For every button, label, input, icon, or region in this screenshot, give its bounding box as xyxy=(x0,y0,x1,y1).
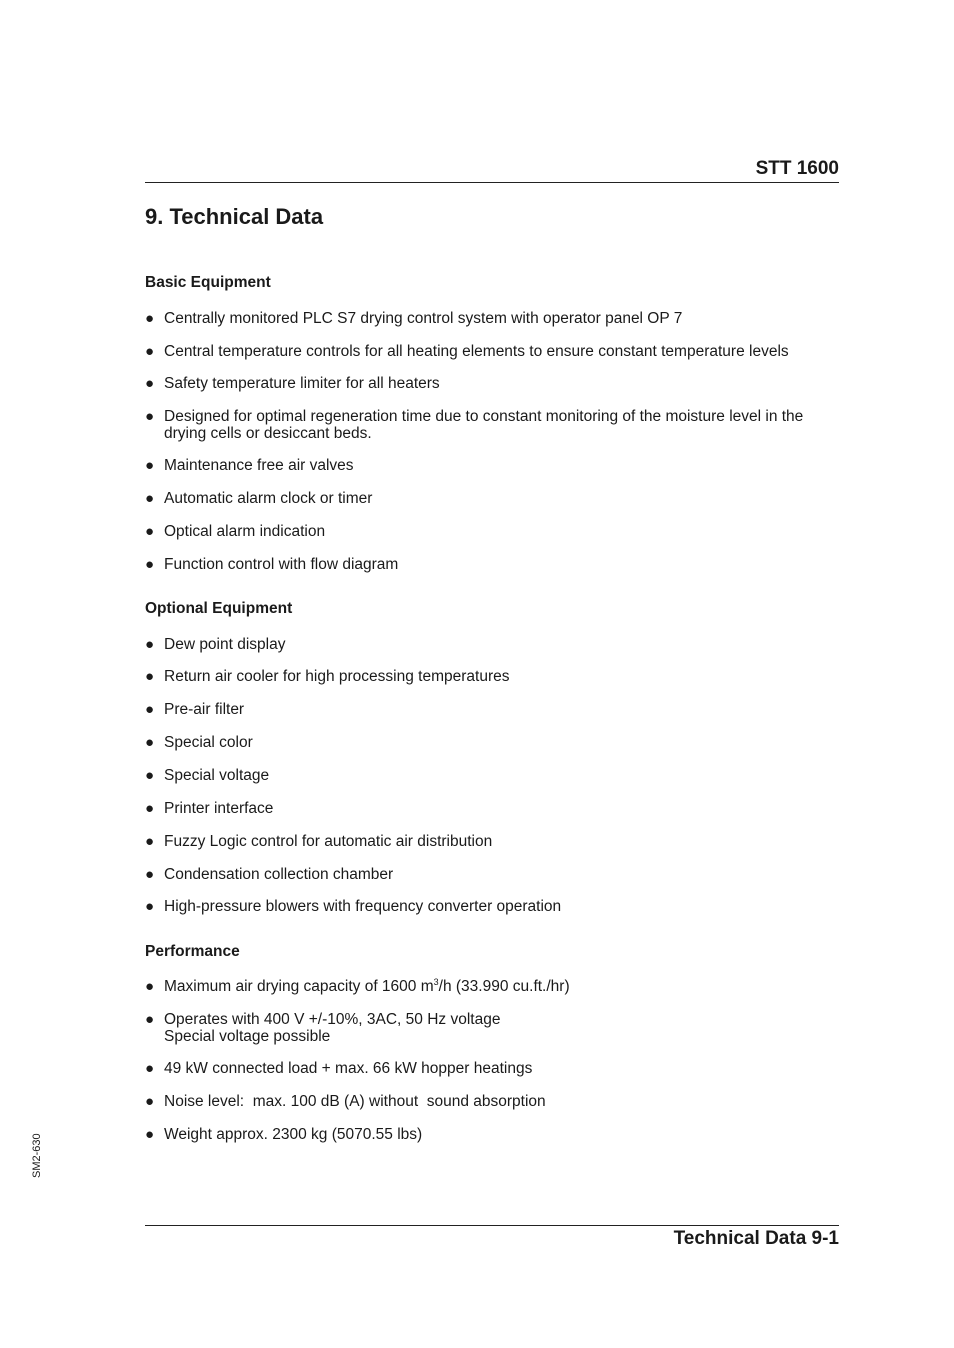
bullet-icon: ● xyxy=(145,978,155,995)
bullet-icon: ● xyxy=(145,375,155,392)
page-header xyxy=(145,158,839,183)
list-item: ● Safety temperature limiter for all heaters xyxy=(145,375,440,392)
list-item: ● Weight approx. 2300 kg (5070.55 lbs) xyxy=(145,1126,423,1143)
bullet-icon: ● xyxy=(145,701,155,718)
bullet-icon: ● xyxy=(145,1126,155,1143)
bullet-icon: ● xyxy=(145,1093,155,1110)
bullet-icon: ● xyxy=(145,833,155,850)
bullet-icon: ● xyxy=(145,767,155,784)
list-item: ● Centrally monitored PLC S7 drying control system with operator panel OP 7 xyxy=(145,310,683,327)
bullet-icon: ● xyxy=(145,1011,155,1028)
side-document-code: SM2-630 xyxy=(31,1133,43,1178)
document-code: STT 1600 xyxy=(755,158,839,179)
list-item: ● Function control with flow diagram xyxy=(145,556,399,573)
list-item: ● Condensation collection chamber xyxy=(145,866,394,883)
list-item: ● Noise level: max. 100 dB (A) without sound absorption xyxy=(145,1093,546,1110)
list-item: ● Special color xyxy=(145,734,253,751)
list-item: ● Special voltage xyxy=(145,767,270,784)
bullet-icon: ● xyxy=(145,523,155,540)
list-item: ● Operates with 400 V +/-10%, 3AC, 50 Hz voltage Special voltage possible xyxy=(145,1011,501,1045)
section-heading-basic-equipment: Basic Equipment xyxy=(145,274,271,291)
list-item: ● Optical alarm indication xyxy=(145,523,326,540)
bullet-icon: ● xyxy=(145,343,155,360)
bullet-icon: ● xyxy=(145,1060,155,1077)
bullet-icon: ● xyxy=(145,490,155,507)
bullet-icon: ● xyxy=(145,556,155,573)
bullet-icon: ● xyxy=(145,800,155,817)
bullet-icon: ● xyxy=(145,668,155,685)
list-item: ● Printer interface xyxy=(145,800,274,817)
bullet-icon: ● xyxy=(145,636,155,653)
list-item: ● 49 kW connected load + max. 66 kW hopper heatings xyxy=(145,1060,533,1077)
list-item: ● Return air cooler for high processing temperatures xyxy=(145,668,510,685)
list-item: ● Pre-air filter xyxy=(145,701,245,718)
section-heading-optional-equipment: Optional Equipment xyxy=(145,600,293,617)
bullet-icon: ● xyxy=(145,310,155,327)
bullet-icon: ● xyxy=(145,734,155,751)
bullet-icon: ● xyxy=(145,408,155,425)
bullet-icon: ● xyxy=(145,457,155,474)
list-item: ● Dew point display xyxy=(145,636,286,653)
list-item: ● High-pressure blowers with frequency converter operation xyxy=(145,898,562,915)
list-item: ● Automatic alarm clock or timer xyxy=(145,490,373,507)
list-item: ● Fuzzy Logic control for automatic air distribution xyxy=(145,833,493,850)
bullet-icon: ● xyxy=(145,866,155,883)
bullet-icon: ● xyxy=(145,898,155,915)
list-item: ● Central temperature controls for all heating elements to ensure constant temperature levels xyxy=(145,343,789,360)
footer-page-label: Technical Data 9-1 xyxy=(673,1228,839,1249)
section-heading-performance: Performance xyxy=(145,943,240,960)
page-footer xyxy=(145,1225,839,1254)
page-title: 9. Technical Data xyxy=(145,204,324,229)
list-item: ● Designed for optimal regeneration time due to constant monitoring of the moisture level in the drying cells or desiccant beds. xyxy=(145,408,804,442)
list-item: ● Maintenance free air valves xyxy=(145,457,354,474)
list-item: ● Maximum air drying capacity of 1600 $m^3/h$ (33.990 cu.ft./hr) xyxy=(145,976,570,995)
